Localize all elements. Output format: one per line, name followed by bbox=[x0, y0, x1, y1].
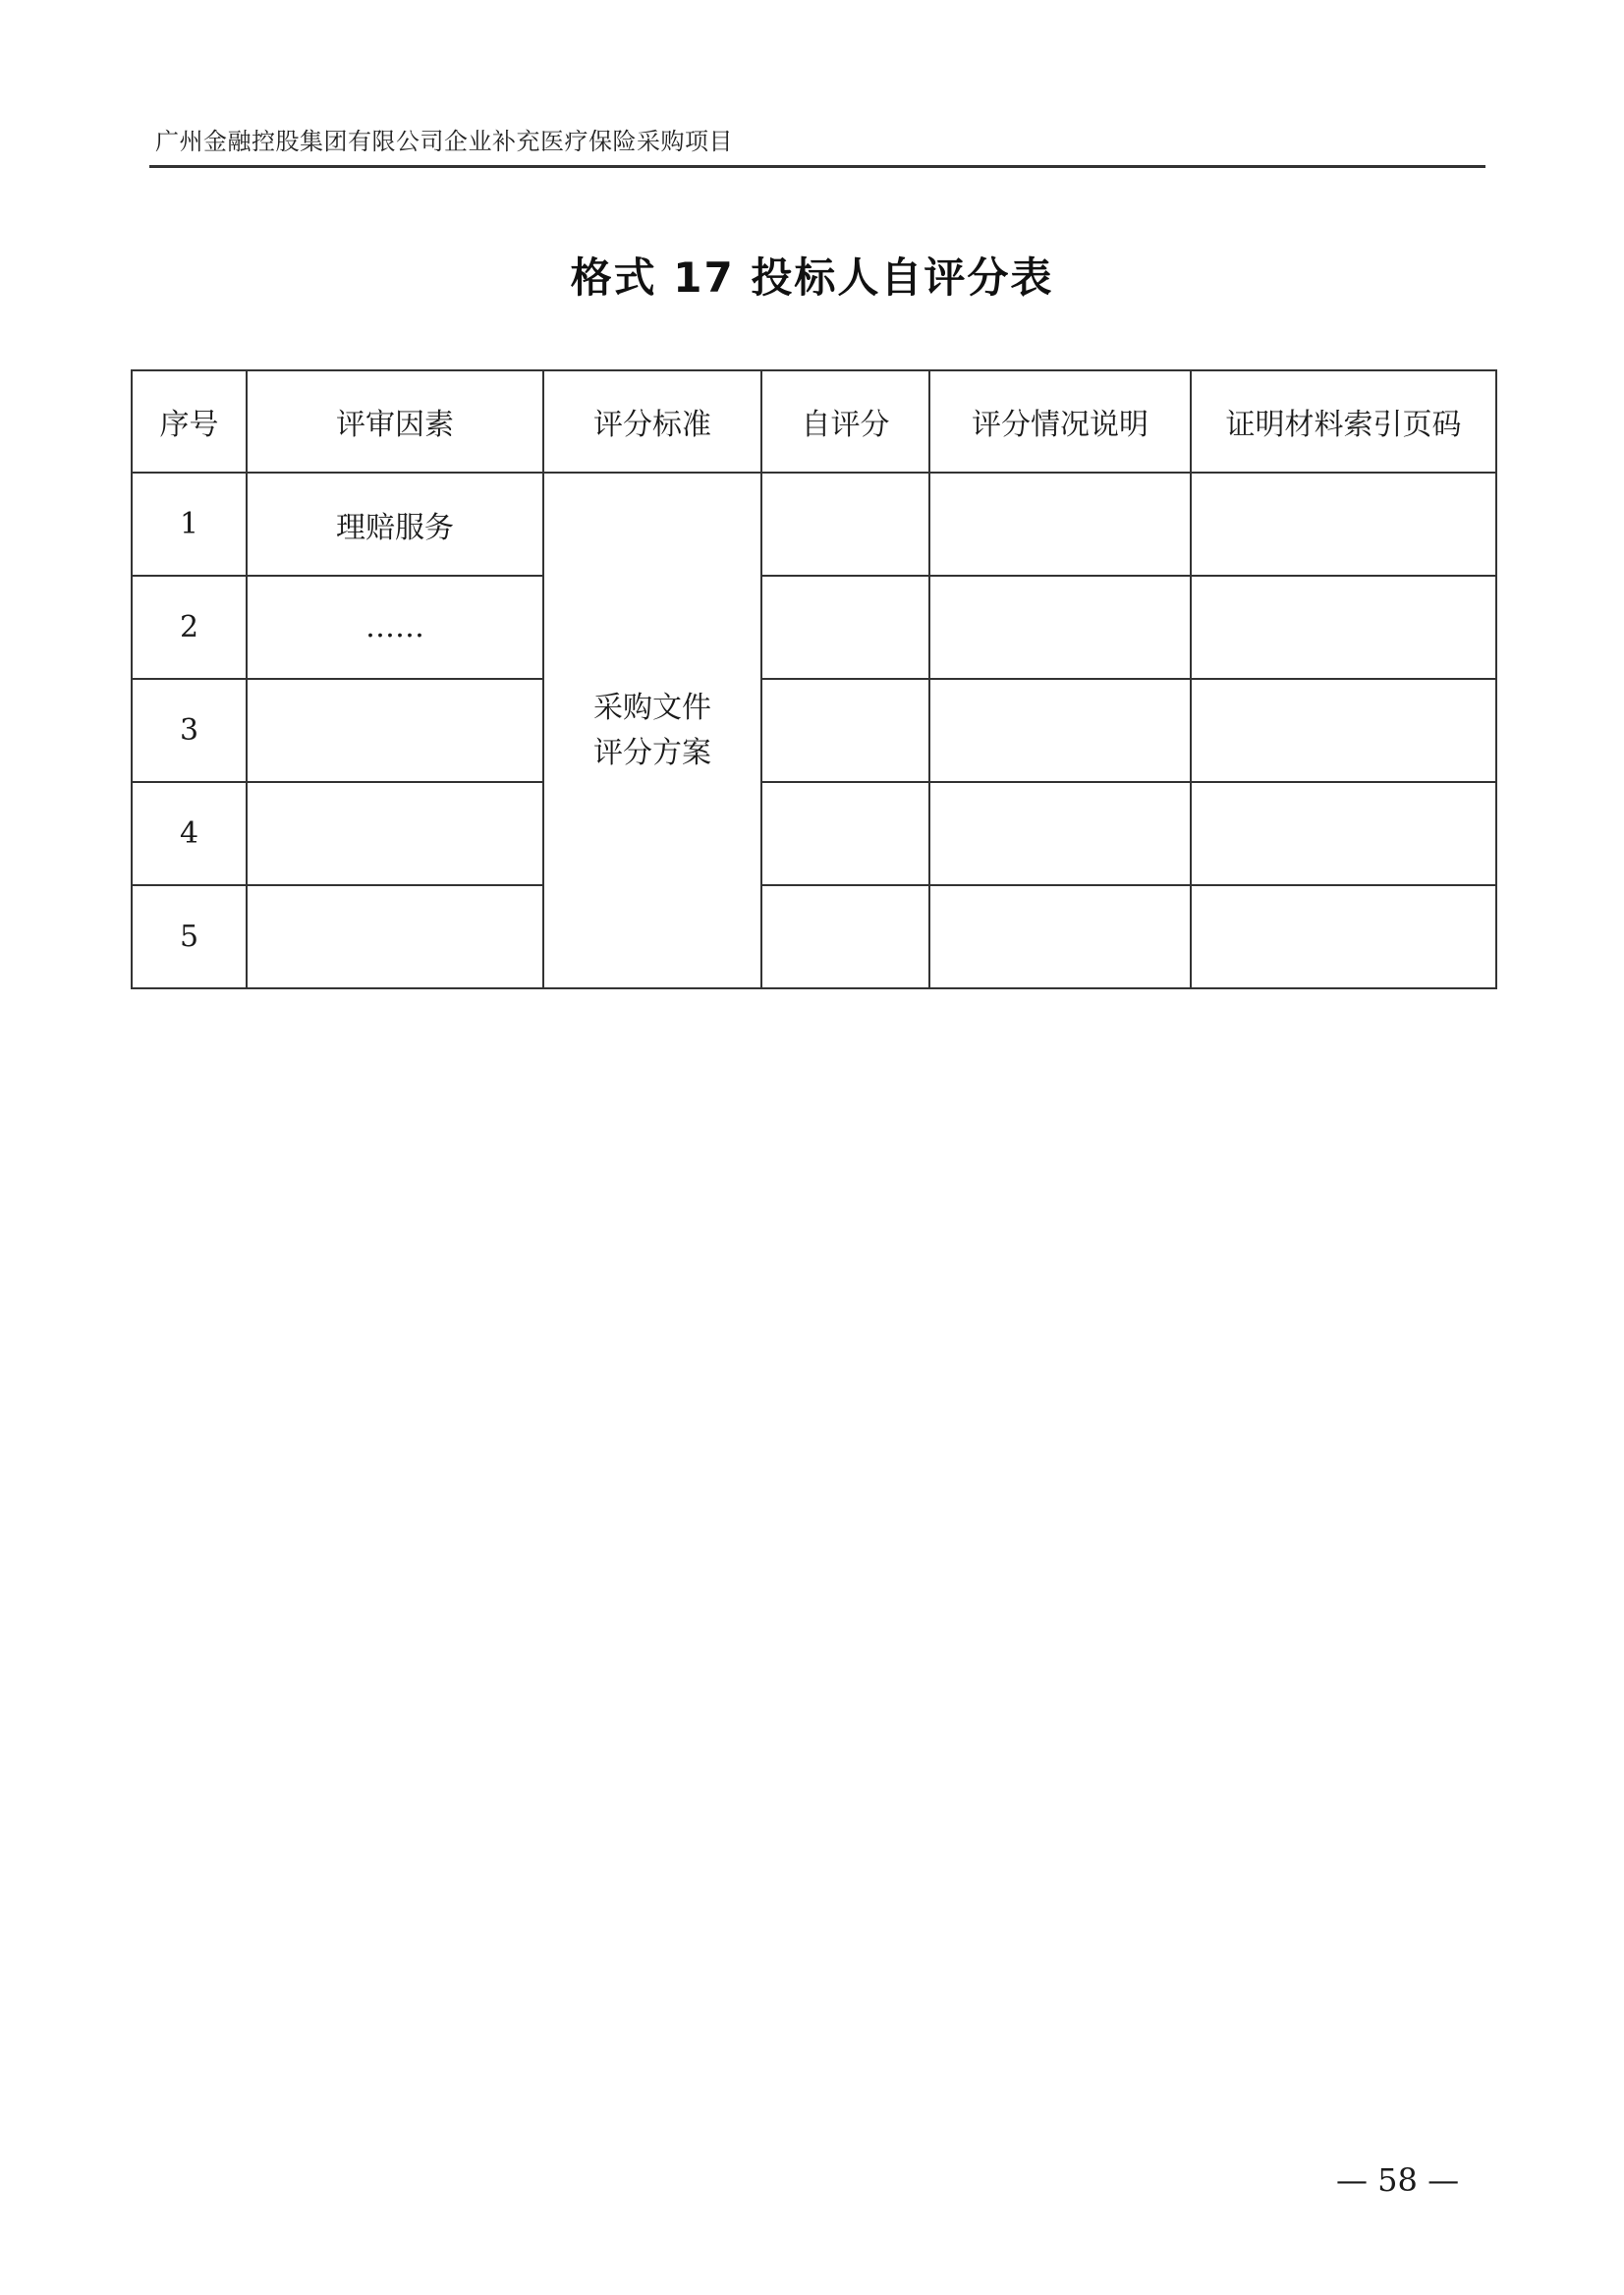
table-row bbox=[132, 473, 1496, 576]
column-header-explanation: 评分情况说明 bbox=[929, 370, 1191, 473]
document-header: 广州金融控股集团有限公司企业补充医疗保险采购项目 bbox=[155, 128, 733, 155]
explanation-cell bbox=[929, 679, 1191, 782]
criteria-line: 采购文件 bbox=[593, 690, 711, 725]
factor-cell bbox=[247, 885, 543, 988]
explanation-cell bbox=[929, 885, 1191, 988]
column-header-self-score: 自评分 bbox=[761, 370, 929, 473]
evidence-page-cell bbox=[1191, 473, 1496, 576]
self-score-cell bbox=[761, 473, 929, 576]
header-rule bbox=[149, 165, 1485, 168]
row-number-cell: 3 bbox=[132, 679, 247, 782]
evidence-page-cell bbox=[1191, 885, 1496, 988]
self-score-cell bbox=[761, 782, 929, 885]
self-evaluation-table bbox=[131, 369, 1497, 989]
self-score-cell bbox=[761, 679, 929, 782]
page-number: — 58 — bbox=[1336, 2161, 1460, 2199]
evidence-page-cell bbox=[1191, 679, 1496, 782]
evidence-page-cell bbox=[1191, 782, 1496, 885]
row-number-cell: 2 bbox=[132, 576, 247, 679]
explanation-cell bbox=[929, 473, 1191, 576]
criteria-line: 评分方案 bbox=[593, 735, 711, 770]
factor-cell: 理赔服务 bbox=[247, 473, 543, 576]
explanation-cell bbox=[929, 576, 1191, 679]
table-row bbox=[132, 885, 1496, 988]
explanation-cell bbox=[929, 782, 1191, 885]
column-header-criteria: 评分标准 bbox=[543, 370, 761, 473]
self-score-cell bbox=[761, 885, 929, 988]
table-header-row bbox=[132, 370, 1496, 473]
evidence-page-cell bbox=[1191, 576, 1496, 679]
page-title: 格式 17 投标人自评分表 bbox=[570, 253, 1054, 302]
row-number-cell: 5 bbox=[132, 885, 247, 988]
row-number-cell: 1 bbox=[132, 473, 247, 576]
column-header-factor: 评审因素 bbox=[247, 370, 543, 473]
factor-cell: …… bbox=[247, 576, 543, 679]
table-row bbox=[132, 679, 1496, 782]
row-number-cell: 4 bbox=[132, 782, 247, 885]
table-row bbox=[132, 782, 1496, 885]
column-header-evidence-page: 证明材料索引页码 bbox=[1191, 370, 1496, 473]
table-row bbox=[132, 576, 1496, 679]
factor-cell bbox=[247, 782, 543, 885]
factor-cell bbox=[247, 679, 543, 782]
self-score-cell bbox=[761, 576, 929, 679]
criteria-merged-cell bbox=[543, 473, 761, 988]
column-header-no: 序号 bbox=[132, 370, 247, 473]
